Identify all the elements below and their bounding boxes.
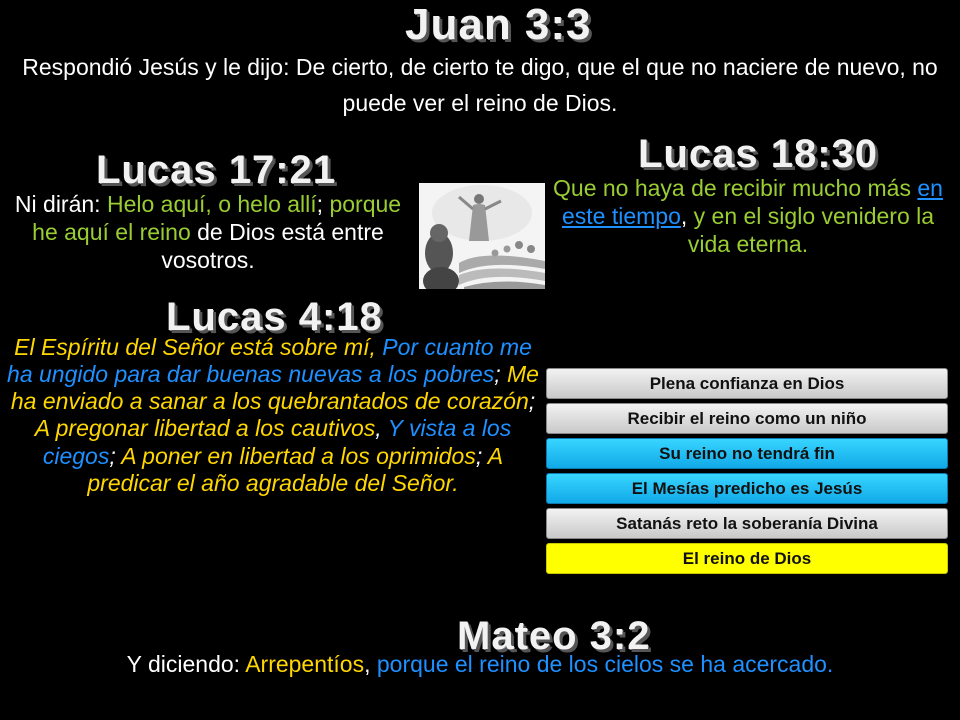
topic-button[interactable]: Satanás reto la soberanía Divina <box>546 508 948 539</box>
verse-segment: Ni dirán: <box>14 191 107 217</box>
verse-segment: , <box>364 651 377 677</box>
lucas-17-21-text <box>8 190 408 274</box>
mateo-3-2-title: Mateo 3:2 <box>457 614 651 658</box>
verse-segment: A poner en libertad a los oprimidos <box>121 442 476 469</box>
lucas-18-30-title: Lucas 18:30 <box>638 132 879 176</box>
lucas-4-18-text <box>6 334 540 497</box>
verse-segment: porque he aquí el reino <box>32 191 402 246</box>
topic-button[interactable]: Plena confianza en Dios <box>546 368 948 399</box>
verse-segment: Helo aquí, o helo allí <box>106 191 317 217</box>
topic-button[interactable]: El Mesías predicho es Jesús <box>546 473 948 504</box>
topic-button[interactable]: Recibir el reino como un niño <box>546 403 948 434</box>
verse-segment: Por cuanto me ha ungido para dar buenas nuevas a los pobres <box>7 334 532 388</box>
juan-3-3-title: Juan 3:3 <box>405 0 592 49</box>
lucas-18-30-text <box>548 174 948 258</box>
verse-segment: Que no haya de recibir mucho más <box>553 175 918 201</box>
verse-segment: A pregonar libertad a los cautivos <box>34 415 376 442</box>
verse-segment: y en el siglo venidero la vida eterna. <box>687 203 935 258</box>
verse-segment: Y diciendo: <box>126 651 246 677</box>
juan-3-3-text: Respondió Jesús y le dijo: De cierto, de cierto te digo, que el que no naciere de nuevo, no puede ver el reino de Dios. <box>22 54 938 116</box>
verse-segment: A predicar el año agradable del Señor. <box>87 442 504 496</box>
verse-segment: ; <box>528 388 536 415</box>
topic-button[interactable]: El reino de Dios <box>546 543 948 574</box>
verse-segment: porque el reino de los cielos se ha acercado. <box>376 651 834 677</box>
verse-segment: Y vista a los ciegos <box>42 415 512 469</box>
verse-segment[interactable]: en este tiempo <box>561 175 943 230</box>
verse-segment: , <box>680 203 694 230</box>
mateo-3-2-text <box>40 650 920 678</box>
verse-segment: de Dios está entre vosotros. <box>161 219 384 274</box>
verse-segment: El Espíritu del Señor está sobre mí, <box>14 334 383 360</box>
lucas-4-18-title: Lucas 4:18 <box>166 295 383 339</box>
verse-segment: Arrepentíos <box>245 651 365 677</box>
verse-segment: ; <box>316 191 330 217</box>
topic-button[interactable]: Su reino no tendrá fin <box>546 438 948 469</box>
jesus-preaching-illustration <box>419 183 545 289</box>
verse-segment: Me ha enviado a sanar a los quebrantados de corazón <box>10 361 539 415</box>
verse-segment: ; <box>475 442 488 469</box>
verse-segment: ; <box>109 442 122 469</box>
lucas-17-21-title: Lucas 17:21 <box>96 148 337 192</box>
verse-segment: , <box>375 415 388 442</box>
verse-segment: ; <box>494 361 508 388</box>
topic-button-list <box>546 368 948 578</box>
